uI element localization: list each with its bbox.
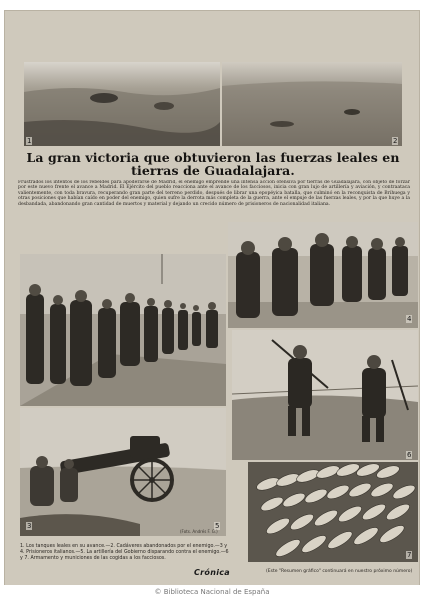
photo-soldiers-armament (232, 330, 418, 460)
photo-number-4: 4 (407, 315, 412, 323)
library-footer (0, 585, 424, 600)
article-headline: La gran victoria que obtuvieron las fuerzas leales en tierras de Guadalajara. (26, 150, 400, 178)
photo-number-7: 7 (407, 551, 412, 559)
continuation-note: (Este "Resumen gráfico" continuará en nuestro próximo número) (266, 569, 413, 574)
photo-number-5: 5 (215, 522, 220, 530)
photo-credit: (Fots. Andrés F. G.) (180, 529, 218, 534)
photo-number-1: 1 (27, 137, 32, 145)
photo-prisoners-group (228, 222, 418, 328)
publication-logo: Crónica (194, 568, 230, 577)
photo-number-6: 6 (407, 451, 412, 459)
article-lead: Frustrados los intentos de los rebeldes para apoderarse de Madrid, el enemigo emprende una intensa acción ofensiva por tierras de Guadalajara, con objeto de forzar por este nuevo frente el avance a Madrid. El Ejército del pueblo reacciona ante el avance de los facciosos, inicia con gran lujo de artillería y aviación, y contraataca valientemente, con toda bravura, recuperando gran parte del terreno perdido, después de librar una epopéyica batalla, que culminó en la reconquista de Brihuega y otras posiciones que habían caído en poder del enemigo, quien sufre la derrota más completa de la guerra, ante el empuje de las fuerzas leales, y por la que huye a la desbandada, abandonando gran cantidad de muertos y material y dejando un crecido número de prisioneros de nacionalidad italiana. (18, 180, 410, 207)
photo-caption: 1. Los tanques leales en su avance.—2. Cadáveres abandonados por el enemigo.—3 y 4. Prisioneros italianos.—5. La artillería del Gobierno disparando contra el enemigo.—6 y 7. Armamento y municiones de las cogidas a los facciosos. (20, 544, 229, 561)
photo-prisoners-column (20, 254, 226, 406)
newspaper-page (4, 10, 420, 586)
photo-number-3: 3 (27, 522, 32, 530)
photo-number-2: 2 (393, 137, 398, 145)
copyright-text: © Biblioteca Nacional de España (154, 588, 270, 596)
photo-munitions (248, 462, 418, 562)
photo-tanks (24, 62, 220, 146)
photo-battlefield (222, 62, 402, 146)
photo-artillery (20, 408, 226, 536)
